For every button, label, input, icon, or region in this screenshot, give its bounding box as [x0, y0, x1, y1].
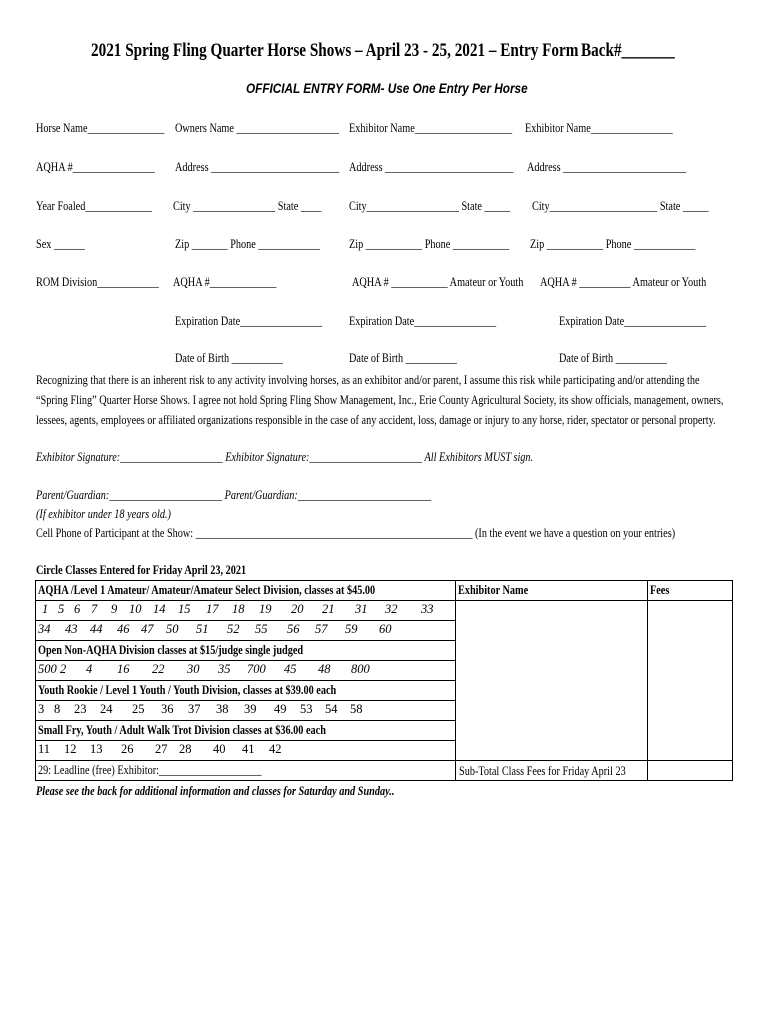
class-number[interactable]: 34 — [38, 622, 51, 636]
waiver-text: Recognizing that there is an inherent risk to any activity involving horses, as an exhibitor and/or parent, I assume this risk while participating and/or attending the “Spring Fling” Quarter Horse Shows. I agree not hold Spring Fling Show Management, Inc., Erie County Agricultural Society, its show officials, management, owners, lessees, agents, employees or affiliated organizations responsible in the case of any accident, loss, damage or injury to any horse, rider, spectator or personal property. — [36, 373, 724, 427]
class-number[interactable]: 36 — [161, 702, 174, 716]
fees-header: Fees — [648, 581, 733, 601]
class-number[interactable]: 46 — [117, 622, 130, 636]
owner-city-state-field[interactable]: City ________________ State ____ — [173, 199, 322, 213]
class-number[interactable]: 16 — [117, 662, 130, 676]
under-18-note: (If exhibitor under 18 years old.) — [36, 507, 171, 521]
class-number[interactable]: 32 — [385, 602, 398, 616]
class-number[interactable]: 800 — [351, 662, 370, 676]
class-number[interactable]: 44 — [90, 622, 103, 636]
owner-address-field[interactable]: Address _________________________ — [175, 160, 340, 174]
class-number[interactable]: 1 — [42, 602, 49, 616]
class-number[interactable]: 27 — [155, 742, 168, 756]
exhibitor-name-field-1[interactable]: Exhibitor Name___________________ — [349, 121, 513, 135]
owner-expiration-field[interactable]: Expiration Date________________ — [175, 314, 323, 328]
class-number[interactable]: 35 — [218, 662, 231, 676]
exhibitor-name-cell[interactable] — [456, 601, 648, 781]
exhibitor-zip-phone-field-1[interactable]: Zip ___________ Phone ___________ — [349, 237, 510, 251]
class-number[interactable]: 41 — [242, 742, 255, 756]
class-number[interactable]: 48 — [318, 662, 331, 676]
class-number[interactable]: 33 — [421, 602, 434, 616]
class-number[interactable]: 40 — [213, 742, 226, 756]
class-number[interactable]: 57 — [315, 622, 328, 636]
subtotal-fee-divider — [648, 760, 733, 761]
exhibitor-city-state-field-2[interactable]: City_____________________ State _____ — [532, 199, 709, 213]
exhibitor-dob-field-1[interactable]: Date of Birth __________ — [349, 351, 457, 365]
class-number[interactable]: 26 — [121, 742, 134, 756]
class-number[interactable]: 47 — [141, 622, 154, 636]
open-division-title: Open Non-AQHA Division classes at $15/judge single judged — [36, 641, 456, 661]
class-number[interactable]: 24 — [100, 702, 113, 716]
class-number[interactable]: 23 — [74, 702, 87, 716]
class-number[interactable]: 19 — [259, 602, 272, 616]
class-number[interactable]: 11 — [38, 742, 51, 756]
small-fry-division-title: Small Fry, Youth / Adult Walk Trot Division classes at $36.00 each — [36, 721, 456, 741]
class-number[interactable]: 8 — [54, 702, 61, 716]
form-title: 2021 Spring Fling Quarter Horse Shows – April 23 - 25, 2021 – Entry Form — [91, 40, 579, 61]
class-number[interactable]: 22 — [152, 662, 165, 676]
class-number[interactable]: 31 — [355, 602, 368, 616]
class-number[interactable]: 9 — [111, 602, 118, 616]
aqha-number-field[interactable]: AQHA #________________ — [36, 160, 155, 174]
owner-aqha-field[interactable]: AQHA #_____________ — [173, 275, 277, 289]
owner-dob-field[interactable]: Date of Birth __________ — [175, 351, 283, 365]
exhibitor-address-field-1[interactable]: Address _________________________ — [349, 160, 514, 174]
exhibitor-signature-line[interactable]: Exhibitor Signature:____________________ Exhibitor Signature:______________________ All Exhibitors MUST sign. — [36, 450, 534, 464]
youth-division-title: Youth Rookie / Level 1 Youth / Youth Division, classes at $39.00 each — [36, 681, 456, 701]
class-number[interactable]: 5 — [58, 602, 65, 616]
class-number[interactable]: 3 — [38, 702, 45, 716]
back-number: Back#_______ — [581, 40, 675, 61]
exhibitor-name-header: Exhibitor Name — [456, 581, 648, 601]
class-number[interactable]: 10 — [129, 602, 142, 616]
exhibitor-zip-phone-field-2[interactable]: Zip ___________ Phone ____________ — [530, 237, 696, 251]
aqha-classes-row-1[interactable] — [36, 601, 456, 621]
class-number[interactable]: 42 — [269, 742, 282, 756]
class-number[interactable]: 52 — [227, 622, 240, 636]
exhibitor-name-field-2[interactable]: Exhibitor Name________________ — [525, 121, 673, 135]
form-subtitle: OFFICIAL ENTRY FORM- Use One Entry Per Horse — [246, 80, 528, 96]
class-number[interactable]: 18 — [232, 602, 245, 616]
class-number[interactable]: 59 — [345, 622, 358, 636]
aqha-classes-row-2[interactable] — [36, 621, 456, 641]
class-number[interactable]: 700 — [247, 662, 266, 676]
horse-name-field[interactable]: Horse Name_______________ — [36, 121, 165, 135]
footer-note: Please see the back for additional information and classes for Saturday and Sunday.. — [36, 784, 395, 798]
exhibitor-aqha-field-2[interactable]: AQHA # __________ Amateur or Youth — [540, 275, 707, 289]
class-number[interactable]: 7 — [91, 602, 98, 616]
exhibitor-expiration-field-2[interactable]: Expiration Date________________ — [559, 314, 707, 328]
class-number[interactable]: 39 — [244, 702, 257, 716]
class-number[interactable]: 500 — [38, 662, 57, 676]
exhibitor-address-field-2[interactable]: Address ________________________ — [527, 160, 687, 174]
class-number[interactable]: 4 — [86, 662, 93, 676]
class-number[interactable]: 56 — [287, 622, 300, 636]
class-number[interactable]: 45 — [284, 662, 297, 676]
class-number[interactable]: 20 — [291, 602, 304, 616]
class-number[interactable]: 14 — [153, 602, 166, 616]
class-number[interactable]: 6 — [74, 602, 81, 616]
class-number[interactable]: 50 — [166, 622, 179, 636]
exhibitor-expiration-field-1[interactable]: Expiration Date________________ — [349, 314, 497, 328]
subtotal-label: Sub-Total Class Fees for Friday April 23 — [459, 764, 626, 778]
owners-name-field[interactable]: Owners Name ____________________ — [175, 121, 339, 135]
exhibitor-aqha-field-1[interactable]: AQHA # ___________ Amateur or Youth — [352, 275, 524, 289]
classes-table — [35, 580, 733, 781]
sex-field[interactable]: Sex ______ — [36, 237, 85, 251]
youth-classes-row[interactable] — [36, 701, 456, 721]
class-number[interactable]: 60 — [379, 622, 392, 636]
class-number[interactable]: 13 — [90, 742, 103, 756]
parent-guardian-line[interactable]: Parent/Guardian:______________________ Parent/Guardian:__________________________ — [36, 488, 432, 502]
class-number[interactable]: 38 — [216, 702, 229, 716]
class-number[interactable]: 37 — [188, 702, 201, 716]
aqha-division-title: AQHA /Level 1 Amateur/ Amateur/Amateur Select Division, classes at $45.00 — [36, 581, 456, 601]
rom-division-field[interactable]: ROM Division____________ — [36, 275, 159, 289]
cell-phone-field[interactable]: Cell Phone of Participant at the Show: ______________________________________________________ (In the event we have a question on your entries) — [36, 526, 676, 540]
class-number[interactable]: 55 — [255, 622, 268, 636]
class-number[interactable]: 43 — [65, 622, 78, 636]
owner-zip-phone-field[interactable]: Zip _______ Phone ____________ — [175, 237, 320, 251]
class-number[interactable]: 2 — [60, 662, 67, 676]
class-number[interactable]: 21 — [322, 602, 335, 616]
exhibitor-dob-field-2[interactable]: Date of Birth __________ — [559, 351, 667, 365]
class-number[interactable]: 51 — [196, 622, 209, 636]
open-classes-row[interactable] — [36, 661, 456, 681]
class-number[interactable]: 17 — [206, 602, 219, 616]
exhibitor-city-state-field-1[interactable]: City__________________ State _____ — [349, 199, 511, 213]
class-number[interactable]: 28 — [179, 742, 192, 756]
class-number[interactable]: 53 — [300, 702, 313, 716]
leadline-row[interactable]: 29: Leadline (free) Exhibitor:____________________ — [36, 761, 456, 781]
class-number[interactable]: 15 — [178, 602, 191, 616]
subtotal-divider — [456, 760, 648, 761]
class-number[interactable]: 54 — [325, 702, 338, 716]
class-number[interactable]: 49 — [274, 702, 287, 716]
class-number[interactable]: 30 — [187, 662, 200, 676]
fees-cell[interactable] — [648, 601, 733, 781]
year-foaled-field[interactable]: Year Foaled_____________ — [36, 199, 152, 213]
small-fry-classes-row[interactable] — [36, 741, 456, 761]
classes-heading: Circle Classes Entered for Friday April 23, 2021 — [36, 563, 247, 577]
class-number[interactable]: 25 — [132, 702, 145, 716]
class-number[interactable]: 12 — [64, 742, 77, 756]
class-number[interactable]: 58 — [350, 702, 363, 716]
